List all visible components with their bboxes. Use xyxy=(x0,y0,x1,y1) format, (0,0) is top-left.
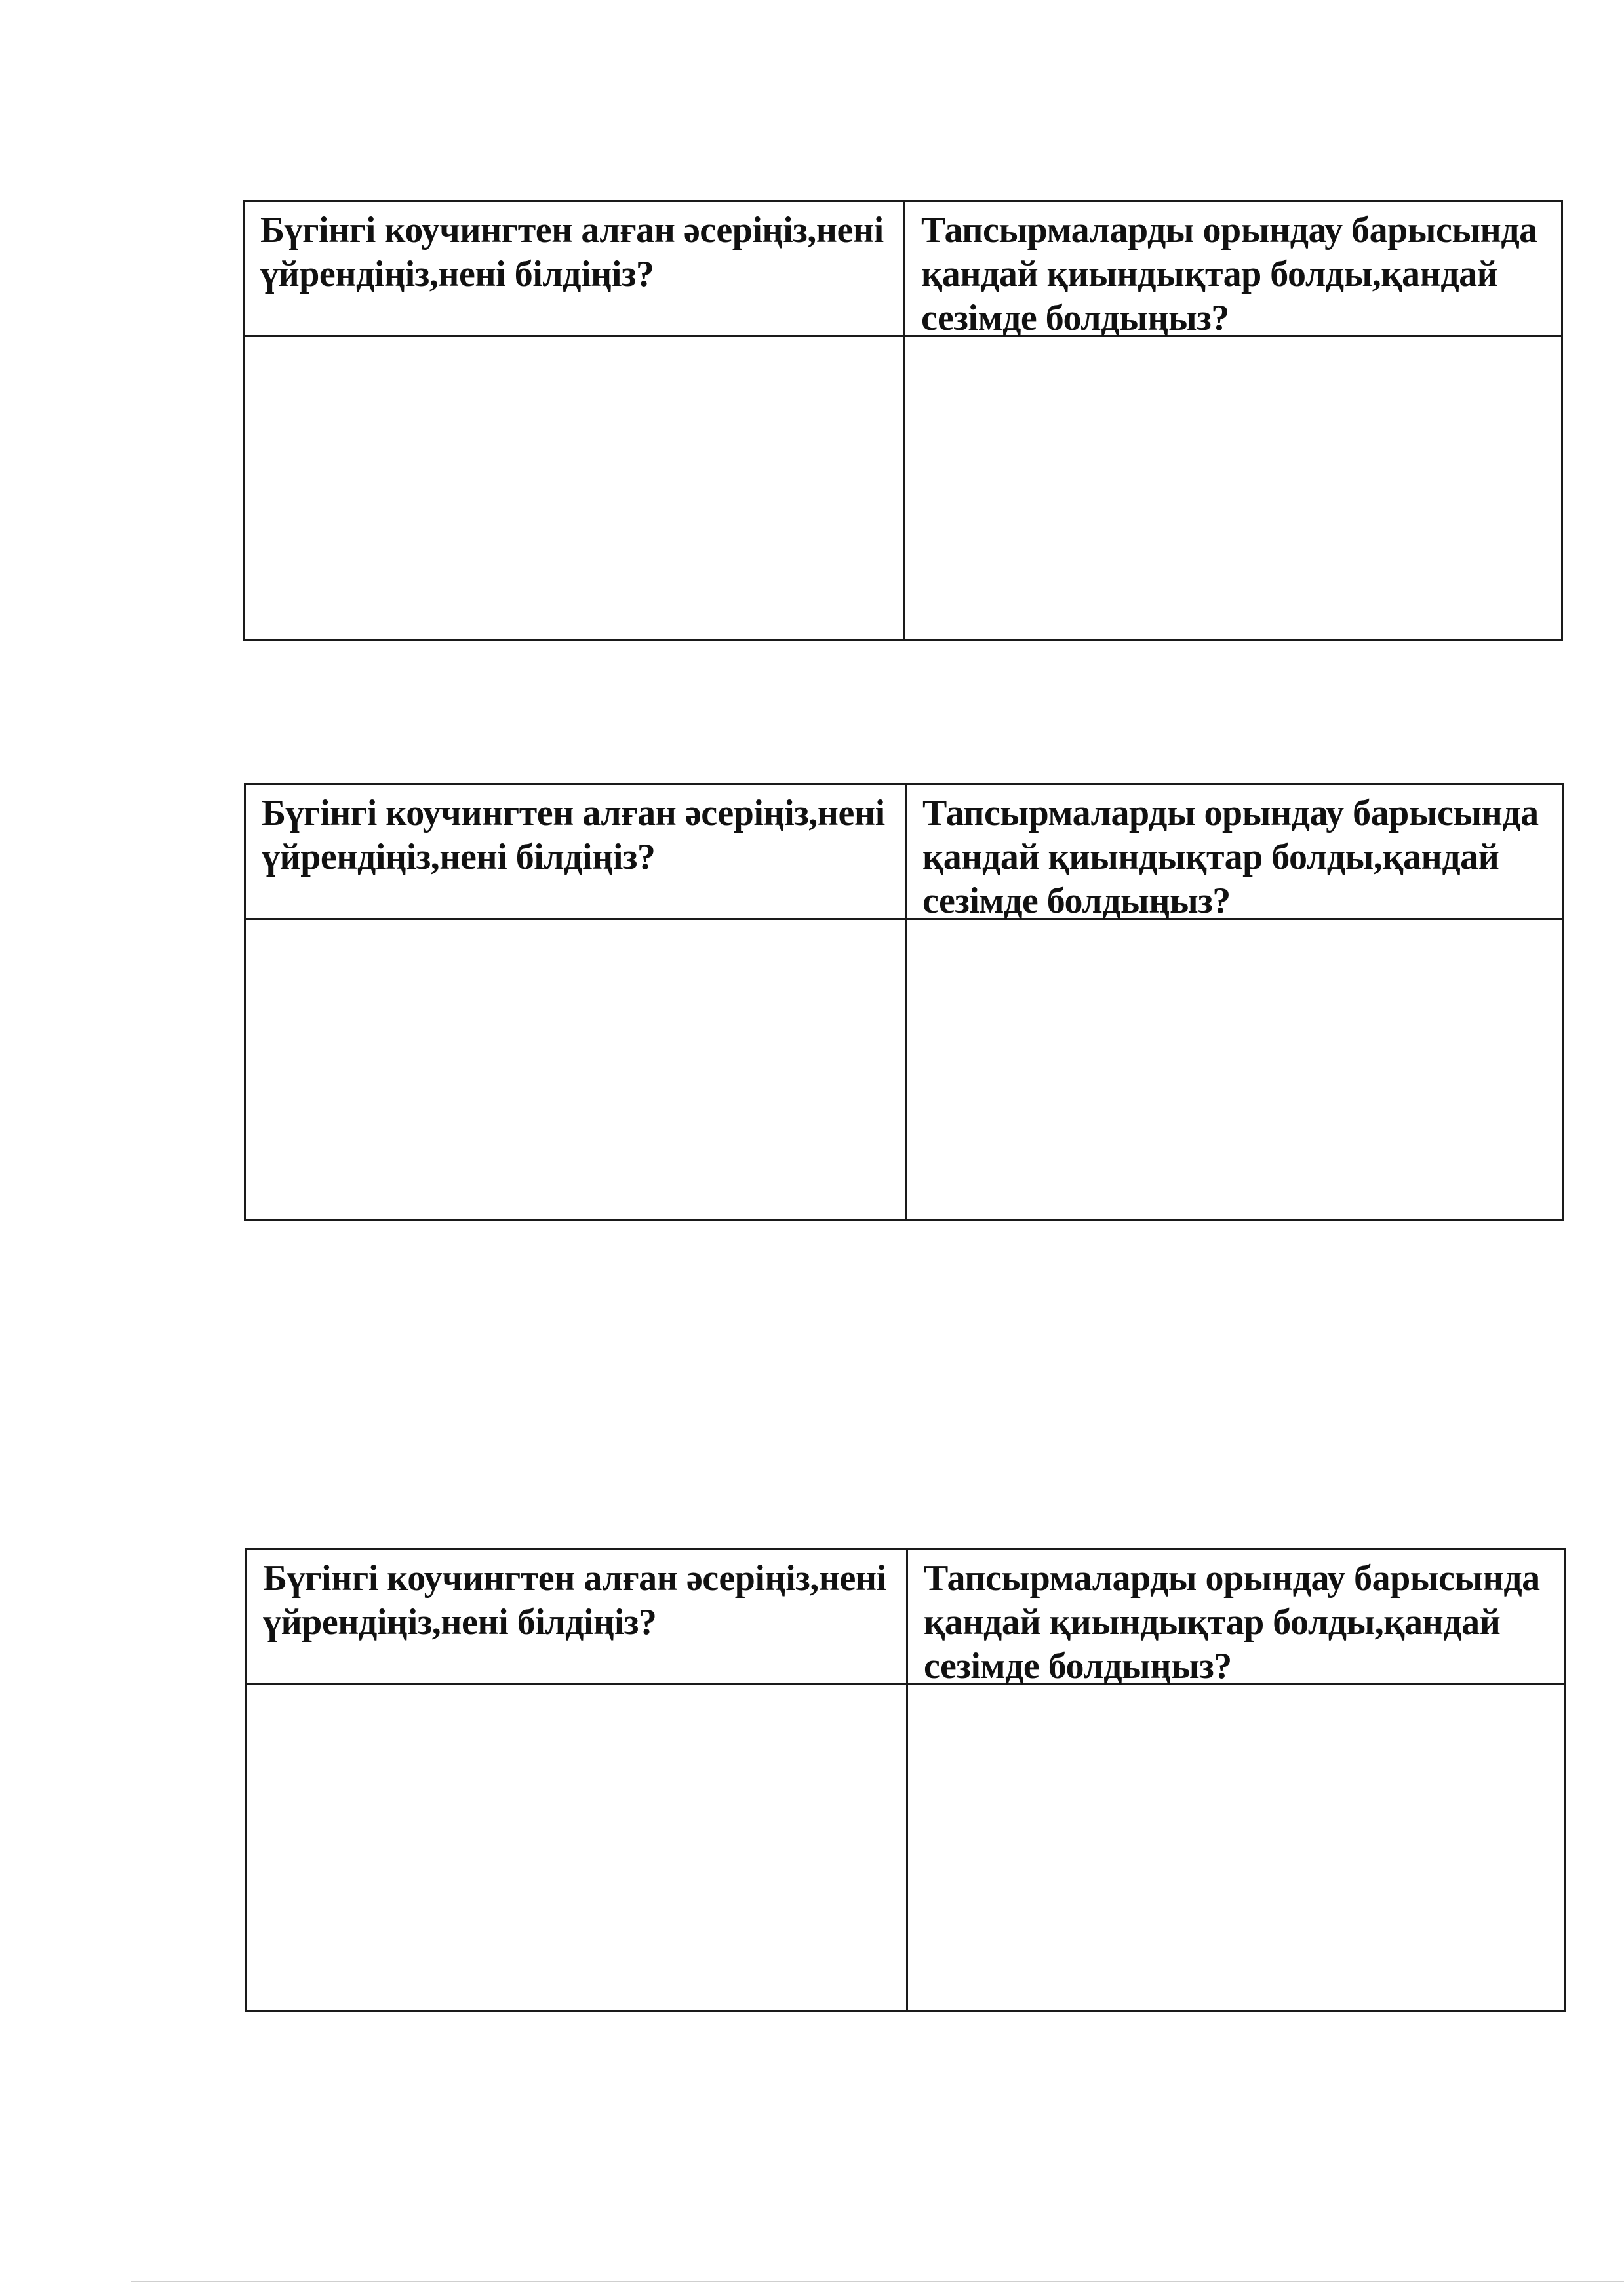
question-impressions-header: Бүгінгі коучингтен алған әсеріңіз,нені үйрендіңіз,нені білдіңіз? xyxy=(247,1550,908,1685)
reflection-table-2 xyxy=(244,783,1564,1221)
question-difficulties-header: Тапсырмаларды орындау барысында қандай қиындықтар болды,қандай сезімде болдыңыз? xyxy=(905,202,1561,337)
question-difficulties-header: Тапсырмаларды орындау барысында қандай қиындықтар болды,қандай сезімде болдыңыз? xyxy=(908,1550,1564,1685)
answer-difficulties-cell[interactable] xyxy=(905,337,1561,639)
scan-edge-line xyxy=(131,2281,1624,2282)
answer-difficulties-cell[interactable] xyxy=(907,920,1562,1219)
question-impressions-header: Бүгінгі коучингтен алған әсеріңіз,нені үйрендіңіз,нені білдіңіз? xyxy=(245,202,905,337)
answer-impressions-cell[interactable] xyxy=(245,337,905,639)
question-difficulties-header: Тапсырмаларды орындау барысында қандай қиындықтар болды,қандай сезімде болдыңыз? xyxy=(907,785,1562,920)
question-impressions-header: Бүгінгі коучингтен алған әсеріңіз,нені үйрендіңіз,нені білдіңіз? xyxy=(246,785,907,920)
answer-difficulties-cell[interactable] xyxy=(908,1685,1564,2010)
answer-impressions-cell[interactable] xyxy=(247,1685,908,2010)
answer-impressions-cell[interactable] xyxy=(246,920,907,1219)
reflection-table-3 xyxy=(245,1548,1566,2012)
reflection-table-1 xyxy=(243,200,1563,641)
